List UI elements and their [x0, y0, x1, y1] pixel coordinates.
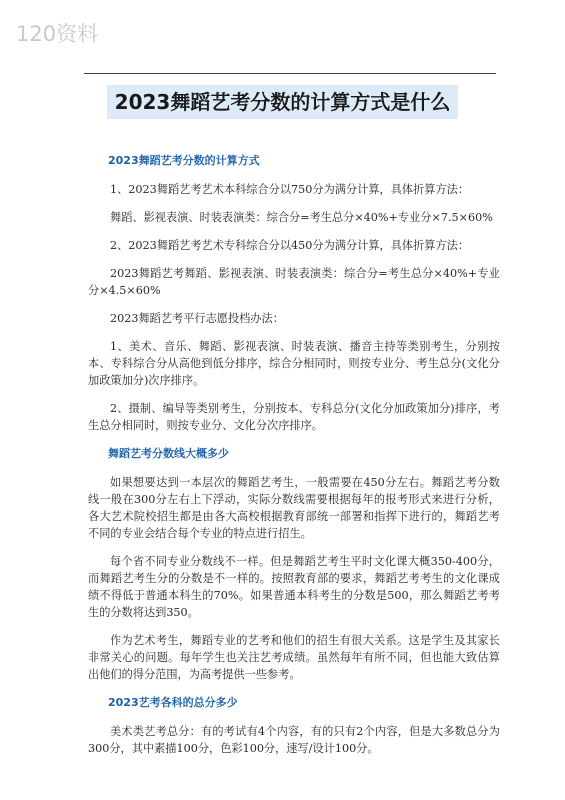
paragraph: 2023舞蹈艺考平行志愿投档办法：: [110, 312, 284, 325]
paragraph: 2、摄制、编导等类别考生，分别按本、专科总分(文化分加政策加分)排序，考生总分相同时，则按专业分、文化分次序排序。: [88, 402, 500, 432]
paragraph: 作为艺术考生，舞蹈专业的艺考和他们的招生有很大关系。这是学生及其家长非常关心的问题。每年学生也关注艺考成绩。虽然每年有所不同，但也能大致估算出他们的得分范围，为高考提供一些参考。: [88, 634, 500, 681]
section-heading: 舞蹈艺考分数线大概多少: [108, 447, 229, 460]
paragraph: 如果想要达到一本层次的舞蹈艺考生，一般需要在450分左右。舞蹈艺考分数线一般在300分左右上下浮动，实际分数线需要根据每年的报考形式来进行分析，各大艺术院校招生都是由各大高校根据教育部统一部署和指挥下进行的，舞蹈艺考不同的专业会结合每个专业的特点进行招生。: [88, 476, 500, 540]
header-divider: [84, 73, 496, 74]
section-heading: 2023艺考各科的总分多少: [108, 696, 238, 709]
paragraph: 每个省不同专业分数线不一样。但是舞蹈艺考生平时文化课大概350-400分，而舞蹈艺考生分的分数是不一样的。按照教育部的要求，舞蹈艺考考生的文化课成绩不得低于普通本科生的70%。如果普通本科考生的分数是500，那么舞蹈艺考考生的分数将达到350。: [88, 555, 500, 619]
watermark-logo: 120资料: [16, 22, 99, 46]
paragraph: 2023舞蹈艺考舞蹈、影视表演、时装表演类：综合分=考生总分×40%+专业分×4.5×60%: [88, 267, 500, 297]
article-body: [88, 152, 500, 768]
paragraph: 1、美术、音乐、舞蹈、影视表演、时装表演、播音主持等类别考生，分别按本、专科综合分从高他到低分排序，综合分相同时，则按专业分、考生总分(文化分加政策加分)次序排序。: [88, 340, 500, 387]
section-heading: 2023舞蹈艺考分数的计算方式: [108, 154, 260, 167]
paragraph: 1、2023舞蹈艺考艺术本科综合分以750分为满分计算，具体折算方法：: [110, 183, 470, 196]
page-title: [0, 86, 565, 115]
page-title-text: 2023舞蹈艺考分数的计算方式是什么: [107, 85, 459, 119]
paragraph: 舞蹈、影视表演、时装表演类：综合分=考生总分×40%+专业分×7.5×60%: [110, 211, 493, 224]
paragraph: 美术类艺考总分：有的考试有4个内容，有的只有2个内容，但是大多数总分为300分，其中素描100分，色彩100分，速写/设计100分。: [88, 725, 500, 755]
paragraph: 2、2023舞蹈艺考艺术专科综合分以450分为满分计算，具体折算方法：: [110, 239, 470, 252]
